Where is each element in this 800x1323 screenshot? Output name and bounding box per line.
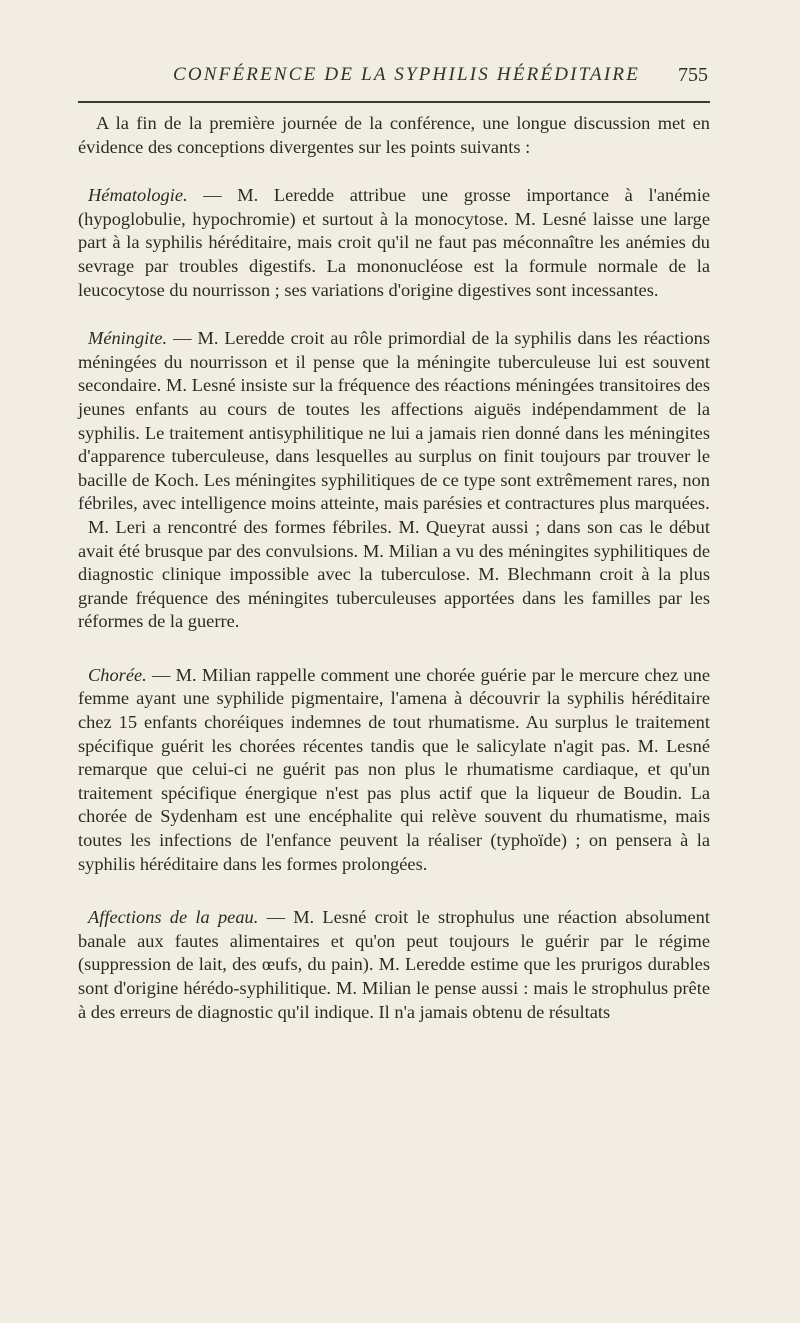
page-number: 755 [678, 64, 708, 86]
paragraph-choree [78, 664, 710, 876]
paragraph-affections-peau [78, 906, 710, 1024]
paragraph-intro [78, 112, 710, 159]
body-text [78, 112, 710, 1024]
section-rubric: Affections de la peau. [88, 907, 259, 928]
header-rule [78, 101, 710, 103]
paragraph-meningite-continued [78, 516, 710, 634]
paragraph-text: — M. Leredde attribue une grosse importance à l'anémie (hypoglobulie, hypochromie) et surtout à la monocytose. M. Lesné laisse une large part à la syphilis héréditaire, mais croit qu'il ne faut pas méconnaître les anémies du sevrage par troubles digestifs. La mononucléose est la formule normale de la leucocytose du nourrisson ; ses variations d'origine digestives sont incessantes. [78, 185, 710, 300]
section-rubric: Hématologie. [88, 185, 188, 206]
paragraph-text: A la fin de la première journée de la conférence, une longue discussion met en évidence des conceptions divergentes sur les points suivants : [78, 113, 710, 157]
paragraph-text: — M. Leredde croit au rôle primordial de la syphilis dans les réactions méningées du nourrisson et il pense que la méningite tuberculeuse lui est souvent secondaire. M. Lesné insiste sur la fréquence des réactions méningées transitoires des jeunes enfants au cours de toutes les affections aiguës indépendamment de la syphilis. Le traitement antisyphilitique ne lui a jamais rien donné dans les méningites d'apparence tuberculeuse, dans lesquelles au surplus on finit toujours par trouver le bacille de Koch. Les méningites syphilitiques de ce type sont extrêmement rares, non fébriles, avec intelligence moins atteinte, mais parésies et contractures plus marquées. [78, 328, 710, 514]
running-head [78, 64, 710, 94]
paragraph-text: — M. Milian rappelle comment une chorée guérie par le mercure chez une femme ayant une syphilide pigmentaire, l'amena à découvrir la syphilis héréditaire chez 15 enfants choréiques indemnes de tout rhumatisme. Au surplus le traitement spécifique guérit les chorées récentes tandis que le salicylate n'agit pas. M. Lesné remarque que celui-ci ne guérit pas non plus le rhumatisme cardiaque, et qu'un traitement spécifique énergique n'est pas plus actif que la liqueur de Boudin. La chorée de Sydenham est une encéphalite qui relève souvent du rhumatisme, mais toutes les infections de l'enfance peuvent la réaliser (typhoïde) ; on pensera à la syphilis héréditaire dans les formes prolongées. [78, 664, 710, 874]
paragraph-text: M. Leri a rencontré des formes fébriles. M. Queyrat aussi ; dans son cas le début avait été brusque par des convulsions. M. Milian a vu des méningites syphilitiques de diagnostic clinique impossible avec la tuberculose. M. Blechmann croit à la plus grande fréquence des méningites tuberculeuses apportées dans les familles par les réformes de la guerre. [78, 516, 710, 632]
paragraph-text: — M. Lesné croit le strophulus une réaction absolument banale aux fautes alimentaires et qu'on peut toujours le guérir par le régime (suppression de lait, des œufs, du pain). M. Leredde estime que les prurigos durables sont d'origine hérédo-syphilitique. M. Milian le pense aussi : mais le strophulus prête à des erreurs de diagnostic qu'il indique. Il n'a jamais obtenu de résultats [78, 907, 710, 1022]
section-rubric: Méningite. [88, 328, 168, 349]
paragraph-meningite [78, 327, 710, 516]
running-title: CONFÉRENCE DE LA SYPHILIS HÉRÉDITAIRE [173, 64, 641, 85]
paragraph-hematologie [78, 184, 710, 302]
section-rubric: Chorée. [88, 664, 147, 685]
